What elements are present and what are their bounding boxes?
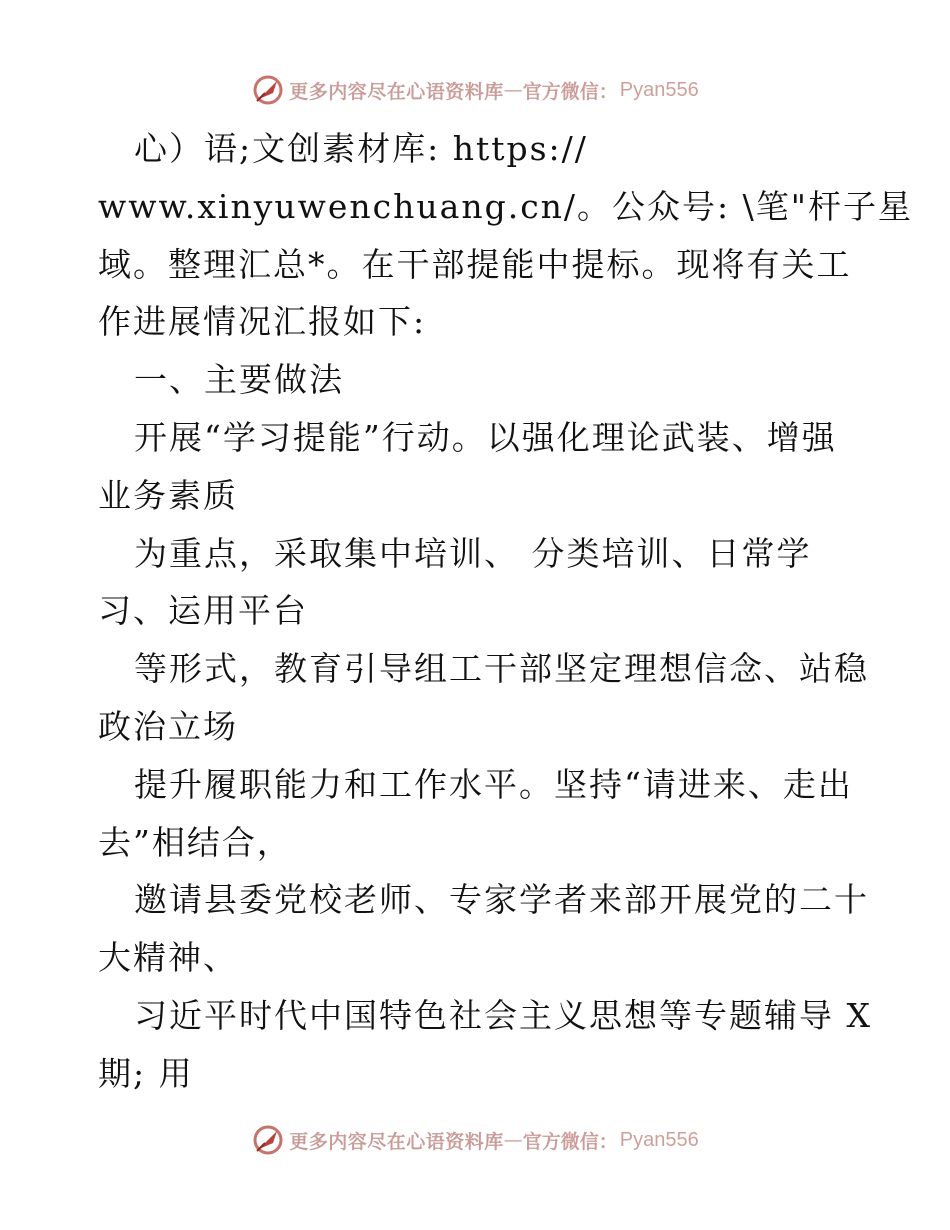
section-heading: 一、主要做法 — [134, 360, 344, 400]
watermark-wechat-id: Pyan556 — [619, 78, 699, 101]
doc-line: 作进展情况汇报如下: — [98, 302, 427, 342]
feather-pen-circle-icon — [251, 73, 285, 107]
watermark-main-text: 更多内容尽在心语资料库 — [289, 1130, 504, 1153]
doc-line: 邀请县委党校老师、专家学者来部开展党的二十 — [134, 880, 869, 920]
doc-line: 习近平时代中国特色社会主义思想等专题辅导 X — [134, 995, 872, 1035]
doc-line: 心）语;文创素材库: https:// — [134, 129, 588, 168]
watermark-wechat-label: 官方微信： — [522, 1130, 618, 1153]
doc-line: 等形式，教育引导组工干部坚定理想信念、站稳 — [134, 649, 869, 689]
watermark-separator: — — [503, 1129, 523, 1151]
doc-line: 业务素质 — [98, 475, 238, 515]
doc-line: 政治立场 — [98, 706, 238, 746]
doc-line: www.xinyuwenchuang.cn/。公众号: \笔"杆子星 — [98, 186, 913, 226]
doc-line: 提升履职能力和工作水平。坚持“请进来、走出 — [134, 764, 853, 804]
doc-line: 为重点，采取集中培训、 分类培训、日常学 — [134, 533, 812, 573]
doc-line: 域。整理汇总*。在干部提能中提标。现将有关工 — [98, 244, 852, 284]
doc-line: 习、运用平台 — [98, 591, 308, 631]
doc-line: 开展“学习提能”行动。以强化理论武装、增强 — [134, 417, 837, 457]
watermark-banner-top — [0, 70, 950, 110]
feather-pen-circle-icon — [251, 1123, 285, 1157]
watermark-wechat-id: Pyan556 — [619, 1128, 699, 1151]
doc-line: 去”相结合， — [98, 822, 292, 862]
doc-line: 期; 用 — [98, 1053, 194, 1093]
watermark-wechat-label: 官方微信： — [522, 80, 618, 103]
watermark-main-text: 更多内容尽在心语资料库 — [289, 80, 504, 103]
document-body — [98, 120, 913, 1103]
doc-line: 大精神、 — [98, 938, 238, 978]
watermark-separator: — — [503, 79, 523, 101]
watermark-banner-bottom — [0, 1120, 950, 1160]
